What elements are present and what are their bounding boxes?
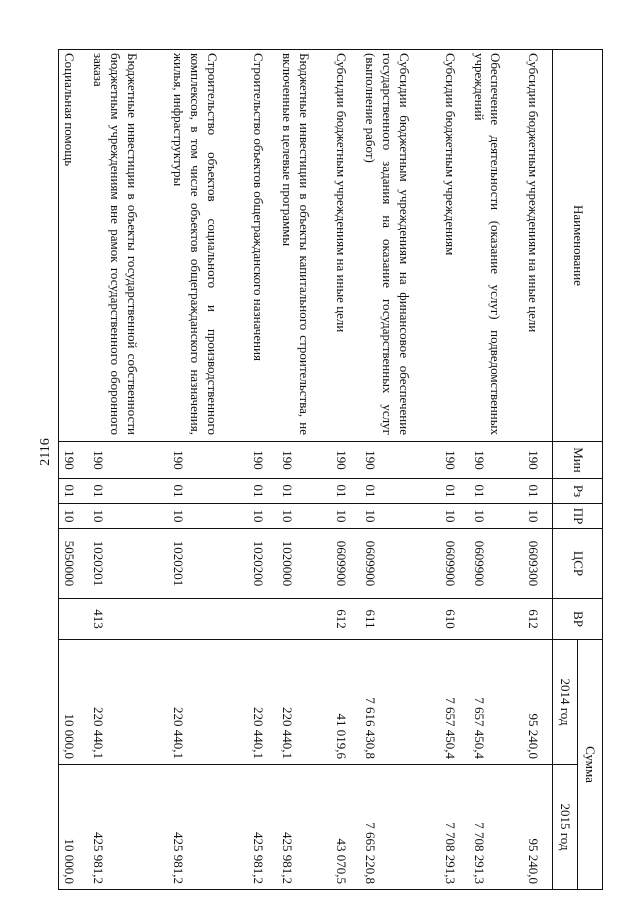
row-csr: 0609900 [440,529,469,599]
row-vr: 611 [360,599,440,640]
header-name: Наименование [553,50,603,442]
table-row [248,50,277,890]
row-rz: 01 [523,479,552,504]
row-name: Субсидии бюджетным учреждениям [440,50,469,442]
table-row [331,50,360,890]
row-rz: 01 [59,479,89,504]
row-2015: 425 981,2 [248,765,277,890]
row-pr: 10 [88,504,168,529]
row-vr: 612 [331,599,360,640]
row-min: 190 [440,442,469,479]
row-rz: 01 [248,479,277,504]
table-row [360,50,440,890]
header-sum: Сумма [578,640,603,890]
header-csr: ЦСР [553,529,603,599]
header-2014: 2014 год [553,640,578,765]
row-vr [59,599,89,640]
row-pr: 10 [523,504,552,529]
row-name: Бюджетные инвестиции в объекты капитального строительства, не включенные в целевые программы [277,50,331,442]
row-2014: 7 657 450,4 [440,640,469,765]
row-csr: 0609300 [523,529,552,599]
row-2015: 7 708 291,3 [440,765,469,890]
row-min: 190 [360,442,440,479]
budget-table [58,49,603,890]
table-row [277,50,331,890]
row-2014: 10 000,0 [59,640,89,765]
row-csr: 1020000 [277,529,331,599]
header-2015: 2015 год [553,765,578,890]
row-name: Социальная помощь [59,50,89,442]
table-row [168,50,248,890]
row-pr: 10 [440,504,469,529]
row-2015: 425 981,2 [88,765,168,890]
row-csr: 5050000 [59,529,89,599]
row-vr [168,599,248,640]
row-pr: 10 [248,504,277,529]
row-2014: 41 019,6 [331,640,360,765]
row-rz: 01 [168,479,248,504]
row-rz: 01 [440,479,469,504]
row-pr: 10 [360,504,440,529]
row-pr: 10 [59,504,89,529]
row-rz: 01 [469,479,523,504]
row-csr: 0609900 [360,529,440,599]
row-csr: 1020201 [88,529,168,599]
row-vr [248,599,277,640]
row-vr: 612 [523,599,552,640]
header-vr: ВР [553,599,603,640]
row-rz: 01 [360,479,440,504]
row-vr: 610 [440,599,469,640]
header-pr: ПР [553,504,603,529]
row-min: 190 [523,442,552,479]
row-vr: 413 [88,599,168,640]
row-vr [469,599,523,640]
row-min: 190 [277,442,331,479]
row-2015: 7 665 220,8 [360,765,440,890]
row-rz: 01 [277,479,331,504]
row-2014: 220 440,1 [248,640,277,765]
row-vr [277,599,331,640]
table-row [88,50,168,890]
row-csr: 1020200 [248,529,277,599]
row-rz: 01 [331,479,360,504]
row-csr: 0609900 [331,529,360,599]
row-min: 190 [59,442,89,479]
row-min: 190 [88,442,168,479]
row-2014: 220 440,1 [277,640,331,765]
row-rz: 01 [88,479,168,504]
row-2014: 95 240,0 [523,640,552,765]
header-row-1 [578,50,603,890]
row-csr: 1020201 [168,529,248,599]
row-name: Бюджетные инвестиции в объекты государственной собственности бюджетным учреждениям вне рамок государственного оборонного заказа [88,50,168,442]
row-2015: 10 000,0 [59,765,89,890]
row-min: 190 [248,442,277,479]
row-pr: 10 [331,504,360,529]
row-2014: 220 440,1 [168,640,248,765]
page-number: 2116 [38,438,53,466]
row-2014: 7 657 450,4 [469,640,523,765]
row-pr: 10 [469,504,523,529]
row-2015: 43 070,5 [331,765,360,890]
row-2015: 425 981,2 [277,765,331,890]
row-2014: 7 616 430,8 [360,640,440,765]
row-pr: 10 [168,504,248,529]
row-name: Субсидии бюджетным учреждениям на финансовое обеспечение государственного задания на оказание государственных услуг (выполнение работ) [360,50,440,442]
table-row [469,50,523,890]
row-pr: 10 [277,504,331,529]
row-csr: 0609900 [469,529,523,599]
row-name: Строительство объектов общегражданского назначения [248,50,277,442]
row-name: Субсидии бюджетным учреждениям на иные цели [331,50,360,442]
row-2015: 95 240,0 [523,765,552,890]
row-min: 190 [331,442,360,479]
table-row [59,50,89,890]
row-2015: 425 981,2 [168,765,248,890]
row-2015: 7 708 291,3 [469,765,523,890]
row-min: 190 [469,442,523,479]
row-name: Субсидии бюджетным учреждениям на иные цели [523,50,552,442]
row-2014: 220 440,1 [88,640,168,765]
row-name: Строительство объектов социального и производственного комплексов, в том числе объектов общегражданского назначения, жилья, инфраструктуры [168,50,248,442]
header-min: Мин [553,442,603,479]
row-name: Обеспечение деятельности (оказание услуг) подведомственных учреждений [469,50,523,442]
budget-table-rotated [58,49,603,889]
table-row [440,50,469,890]
row-min: 190 [168,442,248,479]
table-row [523,50,552,890]
header-rz: Рз [553,479,603,504]
